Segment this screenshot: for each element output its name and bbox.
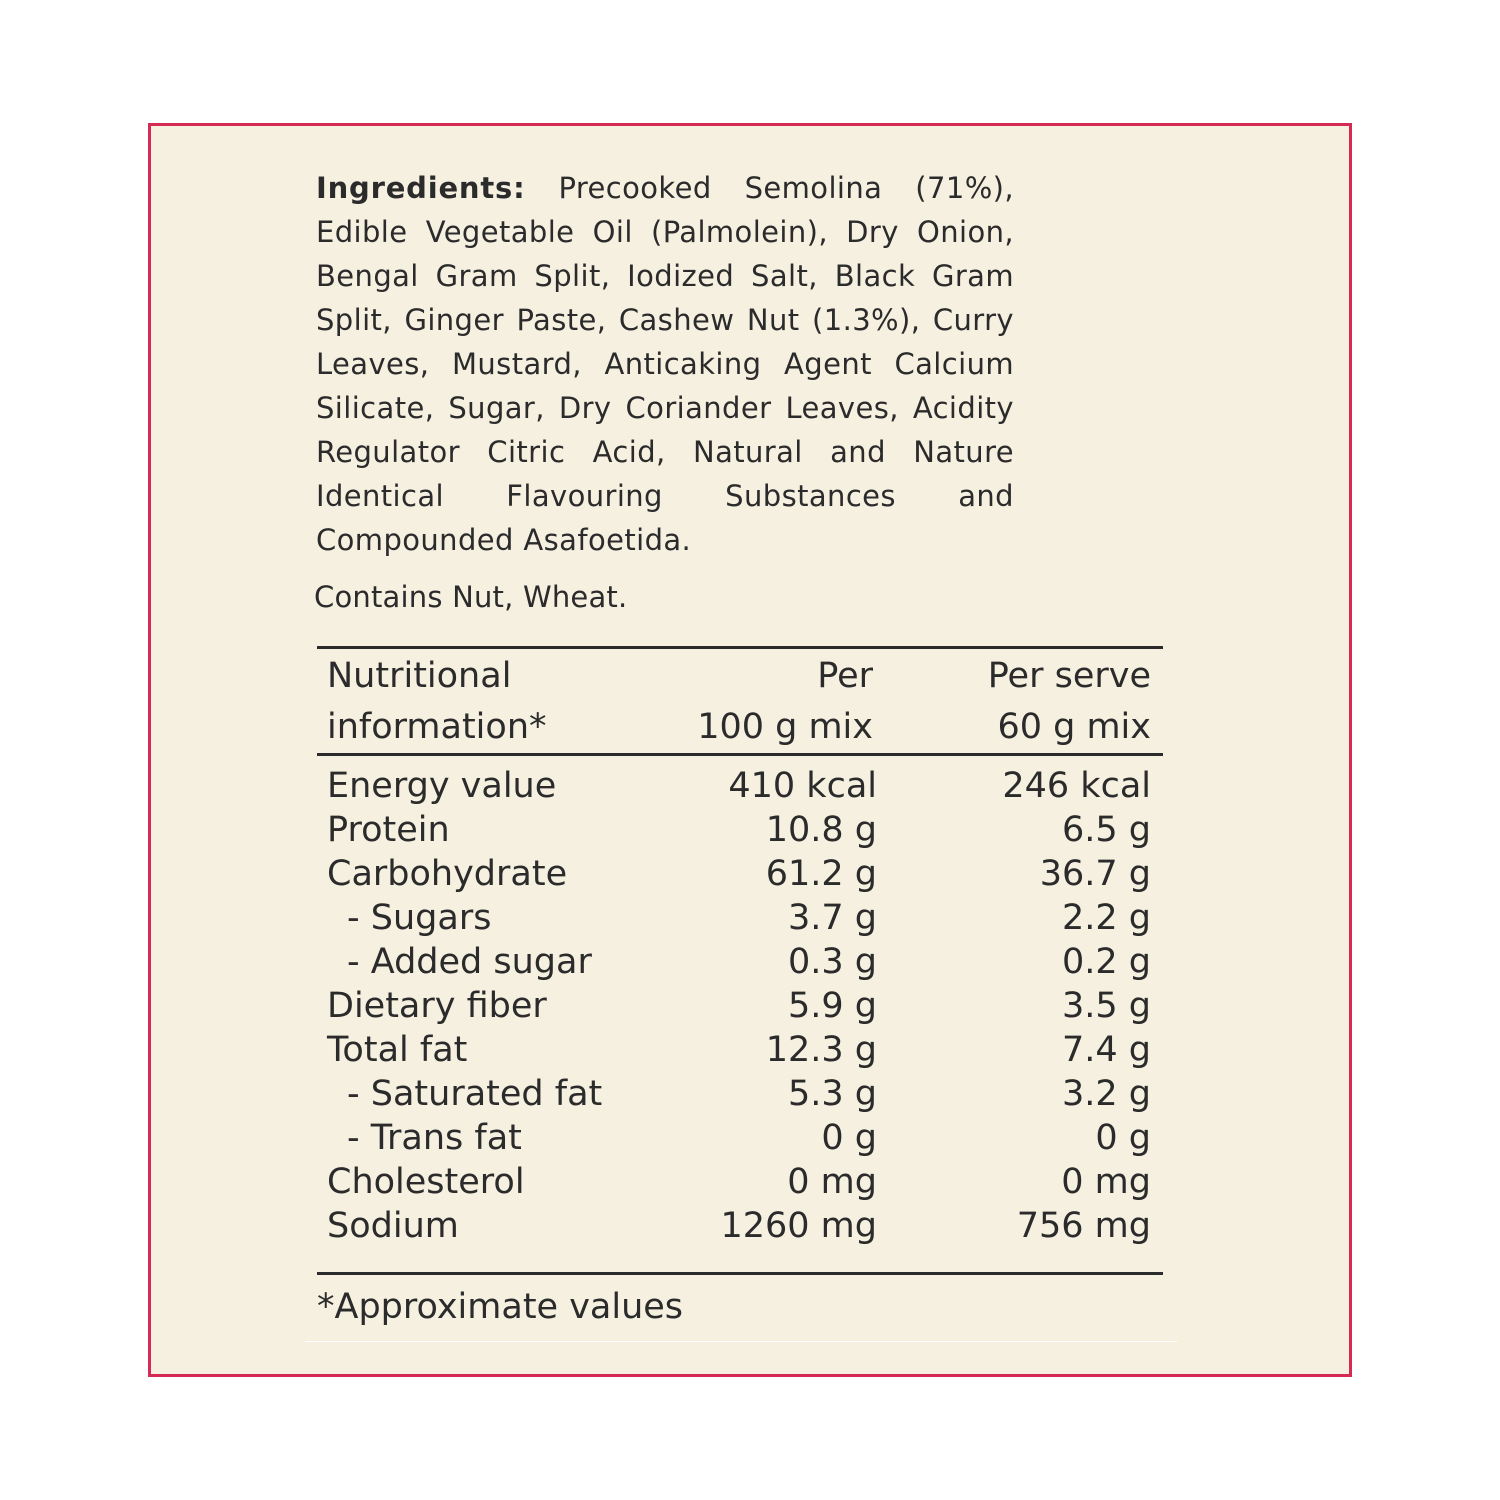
footnote: *Approximate values — [305, 1285, 1177, 1342]
per-serve-value: 0.2 g — [1061, 942, 1151, 982]
per-100g-value: 0 g — [821, 1118, 877, 1158]
nutrition-table — [317, 646, 1163, 1342]
header-per100-line2: 100 g mix — [697, 707, 873, 747]
food-label-panel — [148, 123, 1352, 1377]
nutrient-name: - Added sugar — [347, 942, 592, 982]
per-serve-value: 246 kcal — [1002, 766, 1151, 806]
table-row — [317, 1116, 1163, 1160]
per-100g-value: 410 kcal — [728, 766, 877, 806]
nutrient-name: - Trans fat — [347, 1118, 522, 1158]
table-row — [317, 1028, 1163, 1072]
table-row — [317, 808, 1163, 852]
nutrient-name: Total fat — [327, 1030, 468, 1070]
nutrient-name: Sodium — [327, 1206, 459, 1246]
header-label-line2: information* — [327, 707, 547, 747]
nutrient-name: Energy value — [327, 766, 557, 806]
ingredients-text: Precooked Semolina (71%), Edible Vegetable Oil (Palmolein), Dry Onion, Bengal Gram Split, Iodized Salt, Black Gram Split, Ginger Paste, Cashew Nut (1.3%), Curry Leaves, Mustard, Anticaking Agent Calcium Silicate, Sugar, Dry Coriander Leaves, Acidity Regulator Citric Acid, Natural and Nature Identical Flavouring Substances and Compounded Asafoetida. — [316, 171, 1014, 557]
ingredients-paragraph — [316, 166, 1014, 562]
nutrient-name: - Saturated fat — [347, 1074, 603, 1114]
per-serve-value: 0 g — [1095, 1118, 1151, 1158]
nutrition-table-header — [317, 649, 1163, 753]
per-100g-value: 0 mg — [787, 1162, 877, 1202]
per-100g-value: 1260 mg — [720, 1206, 877, 1246]
per-serve-value: 7.4 g — [1061, 1030, 1151, 1070]
header-label-line1: Nutritional — [327, 656, 512, 696]
ingredients-heading: Ingredients: — [316, 171, 526, 205]
allergen-statement: Contains Nut, Wheat. — [314, 580, 628, 614]
nutrient-name: Cholesterol — [327, 1162, 525, 1202]
table-row — [317, 896, 1163, 940]
per-serve-value: 2.2 g — [1061, 898, 1151, 938]
table-row — [317, 984, 1163, 1028]
table-row — [317, 764, 1163, 808]
per-100g-value: 61.2 g — [765, 854, 877, 894]
per-serve-value: 3.5 g — [1061, 986, 1151, 1026]
header-per100-column — [613, 651, 873, 753]
per-100g-value: 0.3 g — [787, 942, 877, 982]
per-serve-value: 3.2 g — [1061, 1074, 1151, 1114]
per-100g-value: 5.3 g — [787, 1074, 877, 1114]
nutrient-name: Dietary fiber — [327, 986, 547, 1026]
table-row — [317, 940, 1163, 984]
per-100g-value: 3.7 g — [787, 898, 877, 938]
per-serve-value: 756 mg — [1016, 1206, 1151, 1246]
table-bottom-rule — [317, 1272, 1163, 1275]
nutrition-table-body — [317, 756, 1163, 1272]
header-per100-line1: Per — [817, 656, 873, 696]
table-row — [317, 1160, 1163, 1204]
nutrient-name: - Sugars — [347, 898, 492, 938]
per-serve-value: 0 mg — [1061, 1162, 1151, 1202]
header-serve-line2: 60 g mix — [997, 707, 1151, 747]
nutrient-name: Protein — [327, 810, 450, 850]
per-100g-value: 10.8 g — [765, 810, 877, 850]
per-serve-value: 36.7 g — [1039, 854, 1151, 894]
header-serve-line1: Per serve — [987, 656, 1151, 696]
nutrient-name: Carbohydrate — [327, 854, 568, 894]
per-100g-value: 12.3 g — [765, 1030, 877, 1070]
table-row — [317, 852, 1163, 896]
per-serve-value: 6.5 g — [1061, 810, 1151, 850]
per-100g-value: 5.9 g — [787, 986, 877, 1026]
table-row — [317, 1204, 1163, 1248]
header-per-serve-column — [891, 651, 1151, 753]
table-row — [317, 1072, 1163, 1116]
